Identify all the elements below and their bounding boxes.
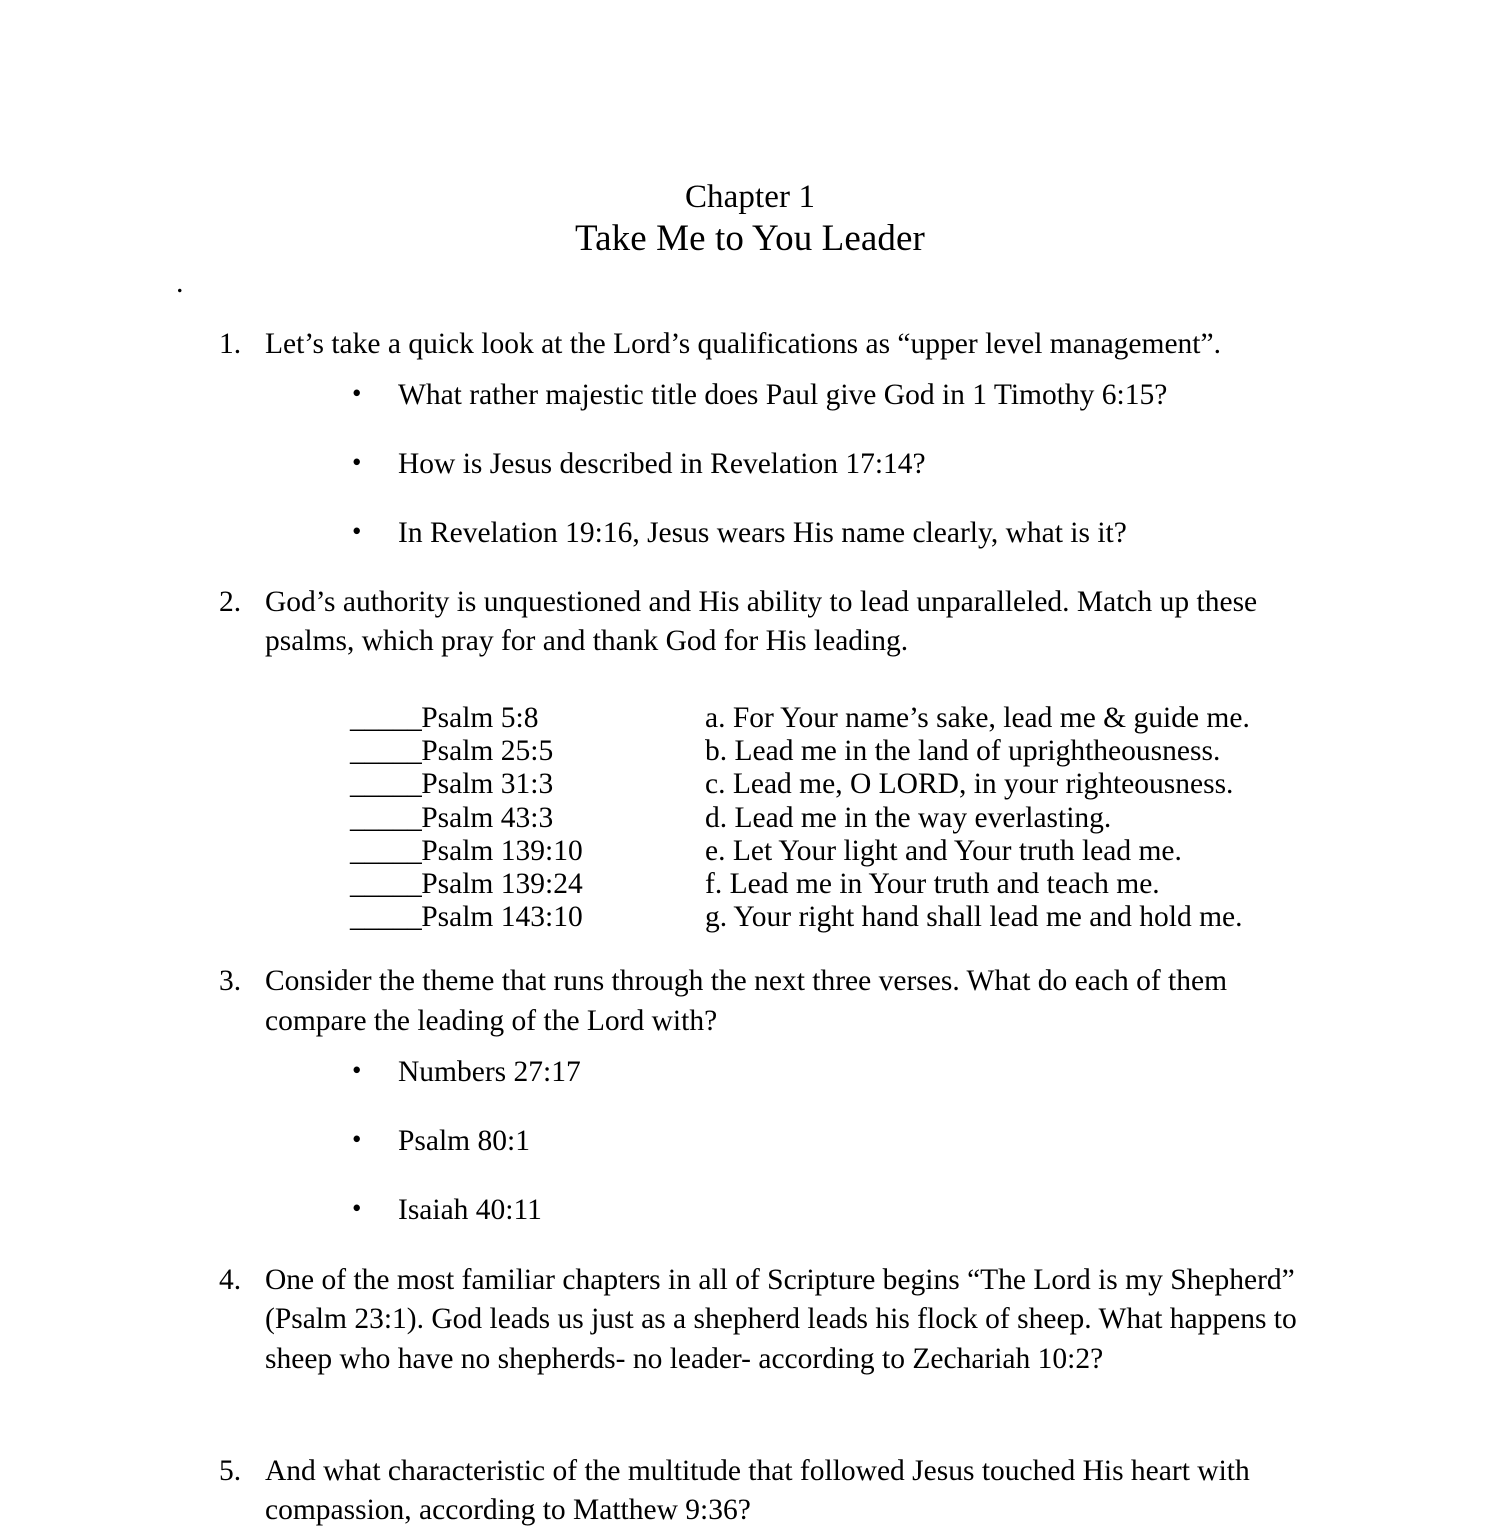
matching-reference-label: Psalm 139:10 <box>421 834 583 867</box>
bullet-icon: • <box>352 1054 362 1085</box>
matching-option-label: b. Lead me in the land of uprightheousness. <box>705 735 1221 768</box>
bullet-icon: • <box>352 377 362 408</box>
question-text-1: Let’s take a quick look at the Lord’s qualifications as “upper level management”. <box>265 328 1221 360</box>
list-item <box>0 376 1500 416</box>
list-item-label: Psalm 80:1 <box>398 1124 530 1157</box>
answer-blank[interactable]: _____ <box>350 901 422 934</box>
list-item-label: What rather majestic title does Paul give God in 1 Timothy 6:15? <box>398 378 1168 411</box>
list-item-label: How is Jesus described in Revelation 17:14? <box>398 447 926 480</box>
question-item-2 <box>0 583 1500 662</box>
matching-option-label: f. Lead me in Your truth and teach me. <box>705 867 1160 900</box>
table-row <box>350 868 1500 901</box>
matching-reference-label: Psalm 5:8 <box>421 702 539 735</box>
question-text-5: And what characteristic of the multitude that followed Jesus touched His heart with compassion, according to Matthew 9:36? <box>265 1454 1250 1527</box>
matching-reference-cell <box>350 868 705 901</box>
table-row <box>350 802 1500 835</box>
question-number-1: 1. <box>219 328 242 360</box>
matching-option-label: d. Lead me in the way everlasting. <box>705 801 1112 834</box>
page-title <box>0 178 1500 261</box>
matching-exercise <box>0 702 1500 934</box>
table-row <box>350 702 1500 735</box>
matching-reference-label: Psalm 143:10 <box>421 901 583 934</box>
questions-list <box>0 325 1500 1531</box>
question-item-3 <box>0 962 1500 1041</box>
table-row <box>350 901 1500 934</box>
spacer <box>0 1231 1500 1261</box>
chapter-title: Take Me to You Leader <box>575 217 925 259</box>
question-item-5 <box>0 1452 1500 1531</box>
question-1-bullets <box>0 376 1500 554</box>
list-item-label: Numbers 27:17 <box>398 1055 581 1088</box>
matching-reference-cell <box>350 835 705 868</box>
answer-blank[interactable]: _____ <box>350 735 422 768</box>
answer-blank[interactable]: _____ <box>350 801 422 834</box>
matching-reference-label: Psalm 43:3 <box>421 801 554 834</box>
matching-reference-label: Psalm 139:24 <box>421 867 583 900</box>
matching-reference-cell <box>350 702 705 735</box>
table-row <box>350 735 1500 768</box>
question-text-2: God’s authority is unquestioned and His ability to lead unparalleled. Match up these psalms, which pray for and thank God for His leading. <box>265 585 1258 658</box>
spacer <box>0 554 1500 583</box>
matching-reference-cell <box>350 735 705 768</box>
stray-period-mark: . <box>176 266 184 299</box>
matching-reference-cell <box>350 768 705 801</box>
list-item-label: In Revelation 19:16, Jesus wears His name clearly, what is it? <box>398 516 1127 549</box>
question-3-bullets <box>0 1053 1500 1231</box>
question-number-5: 5. <box>219 1454 242 1487</box>
question-number-2: 2. <box>219 585 242 618</box>
list-item <box>0 445 1500 485</box>
list-item <box>0 1053 1500 1093</box>
question-item-4 <box>0 1261 1500 1380</box>
bullet-icon: • <box>352 446 362 477</box>
bullet-icon: • <box>352 1192 362 1223</box>
spacer <box>0 365 1500 376</box>
matching-reference-label: Psalm 25:5 <box>421 735 554 768</box>
question-text-3: Consider the theme that runs through the next three verses. What do each of them compare the leading of the Lord with? <box>265 965 1228 1037</box>
question-item-1 <box>0 325 1500 365</box>
list-item-label: Isaiah 40:11 <box>398 1193 542 1226</box>
table-row <box>350 835 1500 868</box>
answer-blank[interactable]: _____ <box>350 768 422 801</box>
matching-reference-cell <box>350 802 705 835</box>
answer-blank[interactable]: _____ <box>350 867 422 900</box>
list-item <box>0 514 1500 554</box>
answer-blank[interactable]: _____ <box>350 834 422 867</box>
chapter-label: Chapter 1 <box>684 179 816 215</box>
question-text-4: One of the most familiar chapters in all of Scripture begins “The Lord is my Shepherd” (Psalm 23:1). God leads us just as a shepherd leads his flock of sheep. What happens to sheep who have no shepherds- no leader- according to Zechariah 10:2? <box>265 1263 1297 1376</box>
list-item <box>0 1122 1500 1162</box>
matching-option-label: a. For Your name’s sake, lead me & guide me. <box>705 702 1250 735</box>
list-item <box>0 1191 1500 1231</box>
matching-option-label: g. Your right hand shall lead me and hold me. <box>705 901 1243 934</box>
spacer <box>0 934 1500 962</box>
question-number-4: 4. <box>219 1263 242 1296</box>
matching-reference-label: Psalm 31:3 <box>421 768 554 801</box>
bullet-icon: • <box>352 515 362 546</box>
matching-option-label: c. Lead me, O LORD, in your righteousness. <box>705 768 1234 801</box>
bullet-icon: • <box>352 1123 362 1154</box>
spacer <box>0 1042 1500 1053</box>
matching-option-label: e. Let Your light and Your truth lead me. <box>705 834 1182 867</box>
question-number-3: 3. <box>219 965 242 998</box>
table-row <box>350 768 1500 801</box>
matching-reference-cell <box>350 901 705 934</box>
spacer <box>0 1380 1500 1452</box>
answer-blank[interactable]: _____ <box>350 702 422 735</box>
